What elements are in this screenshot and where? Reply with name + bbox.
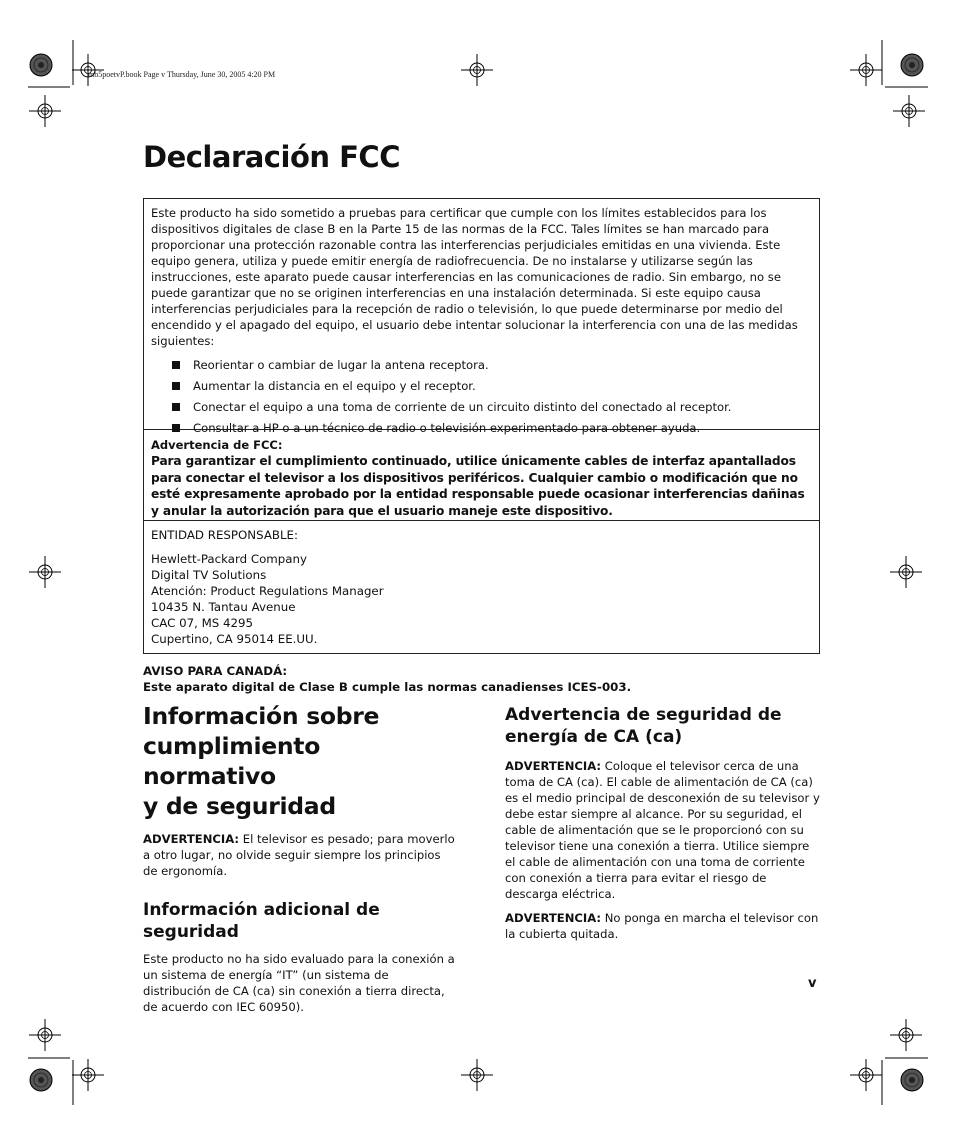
weight-warning [143,831,458,879]
canada-notice [143,663,823,695]
page-title: Declaración FCC [143,140,400,174]
registration-target-icon [890,556,922,588]
registration-star-icon [30,54,52,76]
registration-target-icon [461,54,493,86]
list-item: Consultar a HP o a un técnico de radio o televisión experimentado para obtener ayuda. [151,420,812,436]
registration-target-icon [29,556,61,588]
registration-target-icon [850,54,882,86]
warning-text: El televisor es pesado; para moverlo a otro lugar, no olvide seguir siempre los principios de ergonomía. [143,832,455,878]
additional-safety-heading: Información adicional de seguridad [143,900,380,942]
bullet-square-icon [172,382,180,390]
measures-list [151,357,812,436]
warning-label: ADVERTENCIA: [505,759,602,773]
compliance-heading: Información sobre cumplimiento normativo y de seguridad [143,702,380,820]
registration-star-icon [901,1069,923,1091]
list-item: Conectar el equipo a una toma de corriente de un circuito distinto del conectado al receptor. [151,399,812,415]
left-column [143,701,458,1015]
address-line: Hewlett-Packard Company [151,552,307,566]
right-column [505,704,820,942]
registration-target-icon [29,1019,61,1051]
list-item: Reorientar o cambiar de lugar la antena receptora. [151,357,812,373]
ac-power-heading: Advertencia de seguridad de energía de CA (ca) [505,705,782,747]
responsible-address [151,551,812,647]
ac-outlet-warning [505,758,820,902]
registration-target-icon [890,1019,922,1051]
address-line: 10435 N. Tantau Avenue [151,600,296,614]
registration-target-icon [893,95,925,127]
responsible-label: ENTIDAD RESPONSABLE: [151,528,298,542]
fcc-intro-text: Este producto ha sido sometido a pruebas para certificar que cumple con los límites establecidos para los dispositivos digitales de clase B en la Parte 15 de las normas de la FCC. Tales límites se han marcado para proporcionar una protección razonable contra las interferencias perjudiciales emitidas en una vivienda. Este equipo genera, utiliza y puede emitir energía de radiofrecuencia. De no instalarse y utilizarse según las instrucciones, este aparato puede causar interferencias en las comunicaciones de radio. Sin embargo, no se puede garantizar que no se originen interferencias en una instalación determinada. Si este equipo causa interferencias perjudiciales para la recepción de radio o televisión, lo que puede determinarse por medio del encendido y el apagado del equipo, el usuario debe intentar solucionar la interferencia con una de las medidas siguientes: [151,206,798,348]
registration-star-icon [30,1069,52,1091]
additional-safety-text: Este producto no ha sido evaluado para la conexión a un sistema de energía “IT” (un sistema de distribución de CA (ca) sin conexión a tierra directa, de acuerdo con IEC 60950). [143,952,455,1014]
canada-label: AVISO PARA CANADÁ: [143,664,288,678]
warning-label: ADVERTENCIA: [505,911,602,925]
fcc-warning-text: Para garantizar el cumplimiento continuado, utilice únicamente cables de interfaz apantallados para conectar el televisor a los dispositivos periféricos. Cualquier cambio o modificación que no esté expresamente aprobado por la entidad responsable puede ocasionar interferencias dañinas y anular la autorización para que el usuario maneje este dispositivo. [151,454,805,518]
cover-warning [505,910,820,942]
canada-text: Este aparato digital de Clase B cumple las normas canadienses ICES-003. [143,680,632,694]
fcc-warning-section [144,429,819,520]
bullet-square-icon [172,403,180,411]
fcc-intro-section [144,199,819,435]
fcc-warning-label: Advertencia de FCC: [151,438,283,452]
list-item: Aumentar la distancia en el equipo y el receptor. [151,378,812,394]
fcc-declaration-box [143,198,820,654]
registration-target-icon [461,1059,493,1091]
responsible-party-section [144,520,819,653]
registration-target-icon [72,1059,104,1091]
bullet-square-icon [172,424,180,432]
registration-target-icon [850,1059,882,1091]
address-line: CAC 07, MS 4295 [151,616,254,630]
page-number: v [808,976,817,991]
address-line: Cupertino, CA 95014 EE.UU. [151,632,318,646]
bullet-square-icon [172,361,180,369]
warning-text: Coloque el televisor cerca de una toma de CA (ca). El cable de alimentación de CA (ca) es el medio principal de desconexión de su televisor y debe estar siempre al alcance. Por su seguridad, el cable de alimentación que se le proporcionó con su televisor tiene una conexión a tierra. Utilice siempre el cable de alimentación con una toma de corriente con conexión a tierra para evitar el riesgo de descarga eléctrica. [505,759,820,901]
warning-label: ADVERTENCIA: [143,832,240,846]
address-line: Atención: Product Regulations Manager [151,584,384,598]
registration-target-icon [29,95,61,127]
print-header: mb5poetvP.book Page v Thursday, June 30, 2005 4:20 PM [88,70,276,79]
address-line: Digital TV Solutions [151,568,267,582]
warning-text: No ponga en marcha el televisor con la cubierta quitada. [505,911,819,941]
registration-star-icon [901,54,923,76]
